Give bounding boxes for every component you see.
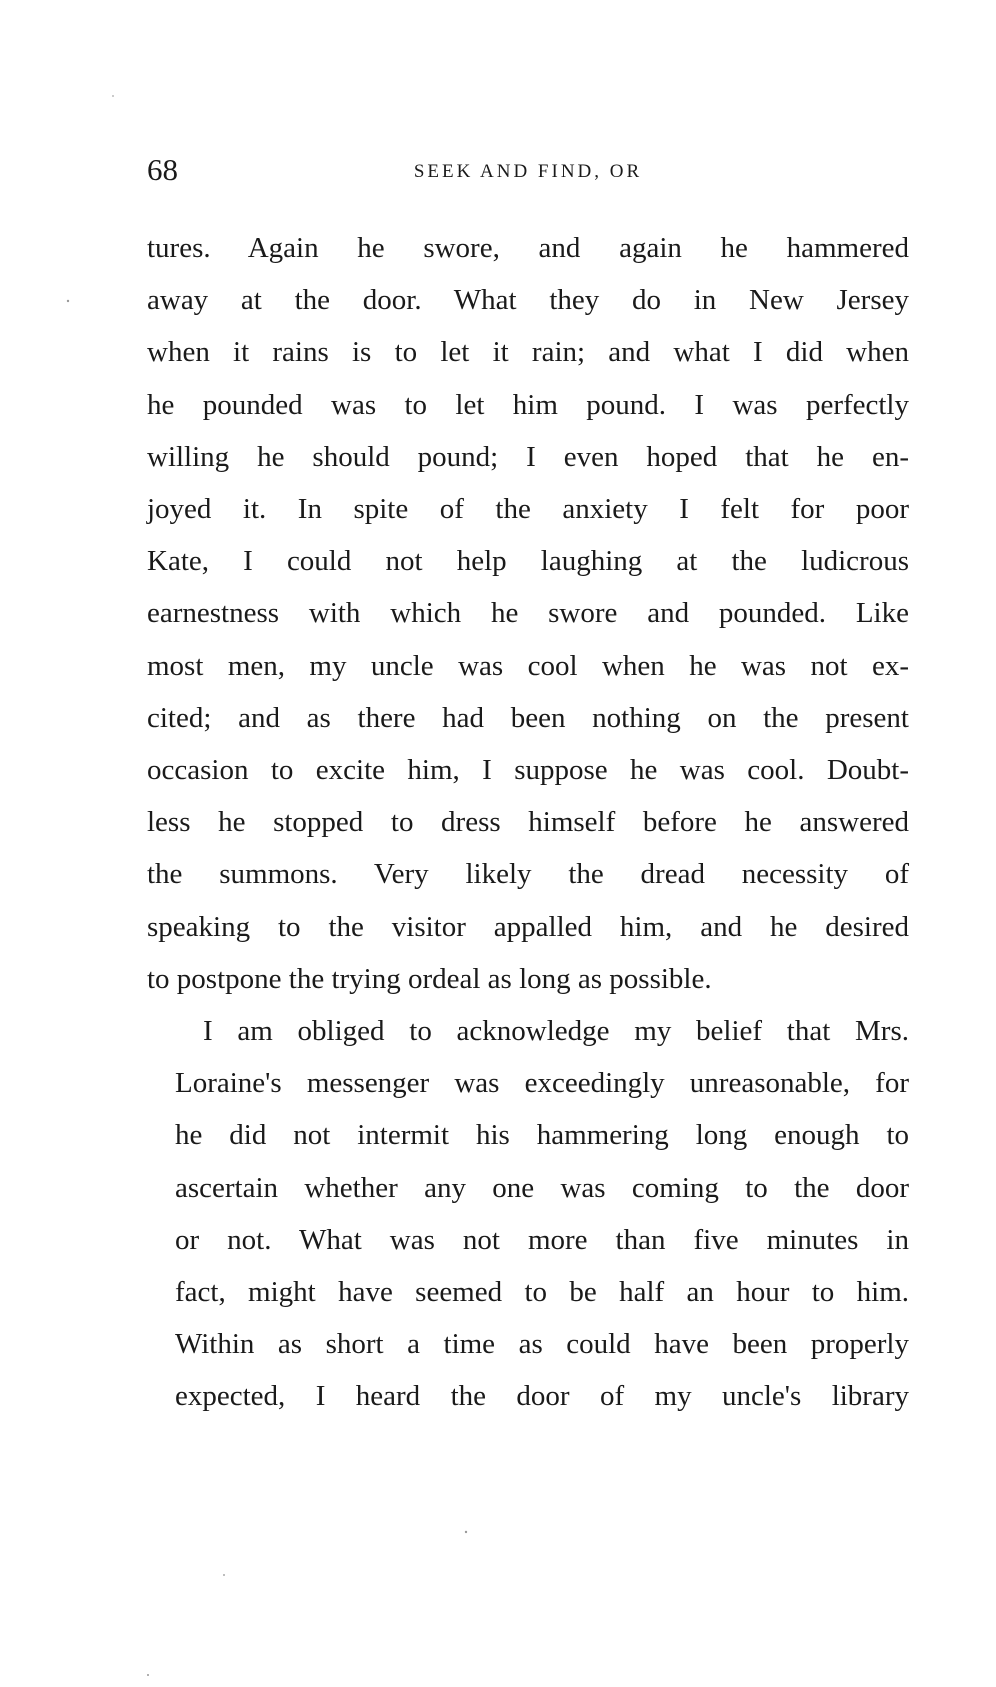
- text-line: expected, I heard the door of my uncle's library: [175, 1380, 909, 1413]
- text-line: or not. What was not more than five minutes in: [175, 1223, 909, 1256]
- page-header: [147, 150, 909, 190]
- paragraph-2: [147, 1005, 909, 1423]
- text-line: the summons. Very likely the dread necessity of: [147, 858, 909, 891]
- text-line: I am obliged to acknowledge my belief that Mrs.: [203, 1015, 909, 1048]
- speck: [147, 1674, 149, 1676]
- text-line: fact, might have seemed to be half an hour to him.: [175, 1276, 909, 1309]
- running-head: SEEK AND FIND, OR: [413, 161, 643, 182]
- text-line: most men, my uncle was cool when he was not ex-: [147, 649, 909, 682]
- text-line: Kate, I could not help laughing at the ludicrous: [147, 545, 909, 578]
- text-line: away at the door. What they do in New Jersey: [147, 284, 909, 317]
- text-line: to postpone the trying ordeal as long as possible.: [147, 962, 712, 995]
- text-line: joyed it. In spite of the anxiety I felt for poor: [147, 493, 909, 526]
- text-line: willing he should pound; I even hoped that he en-: [147, 440, 909, 473]
- speck: [223, 1574, 225, 1576]
- paragraph-1: [147, 222, 909, 1005]
- speck: [465, 1531, 467, 1533]
- text-line: tures. Again he swore, and again he hammered: [147, 232, 909, 264]
- text-line: earnestness with which he swore and pounded. Like: [147, 597, 909, 630]
- text-line: occasion to excite him, I suppose he was cool. Doubt-: [147, 754, 909, 787]
- speck: [67, 300, 69, 302]
- speck: [112, 95, 114, 97]
- text-line: when it rains is to let it rain; and what I did when: [147, 336, 909, 369]
- text-line: cited; and as there had been nothing on the present: [147, 701, 909, 734]
- text-line: less he stopped to dress himself before he answered: [147, 806, 909, 839]
- text-line: Loraine's messenger was exceedingly unreasonable, for: [175, 1067, 909, 1100]
- page-number: 68: [147, 152, 178, 187]
- text-line: he pounded was to let him pound. I was perfectly: [147, 388, 909, 421]
- text-line: Within as short a time as could have been properly: [175, 1328, 909, 1361]
- text-line: he did not intermit his hammering long enough to: [175, 1119, 909, 1152]
- body-text: [147, 222, 909, 1423]
- text-line: ascertain whether any one was coming to the door: [175, 1171, 909, 1204]
- text-line: speaking to the visitor appalled him, and he desired: [147, 910, 909, 943]
